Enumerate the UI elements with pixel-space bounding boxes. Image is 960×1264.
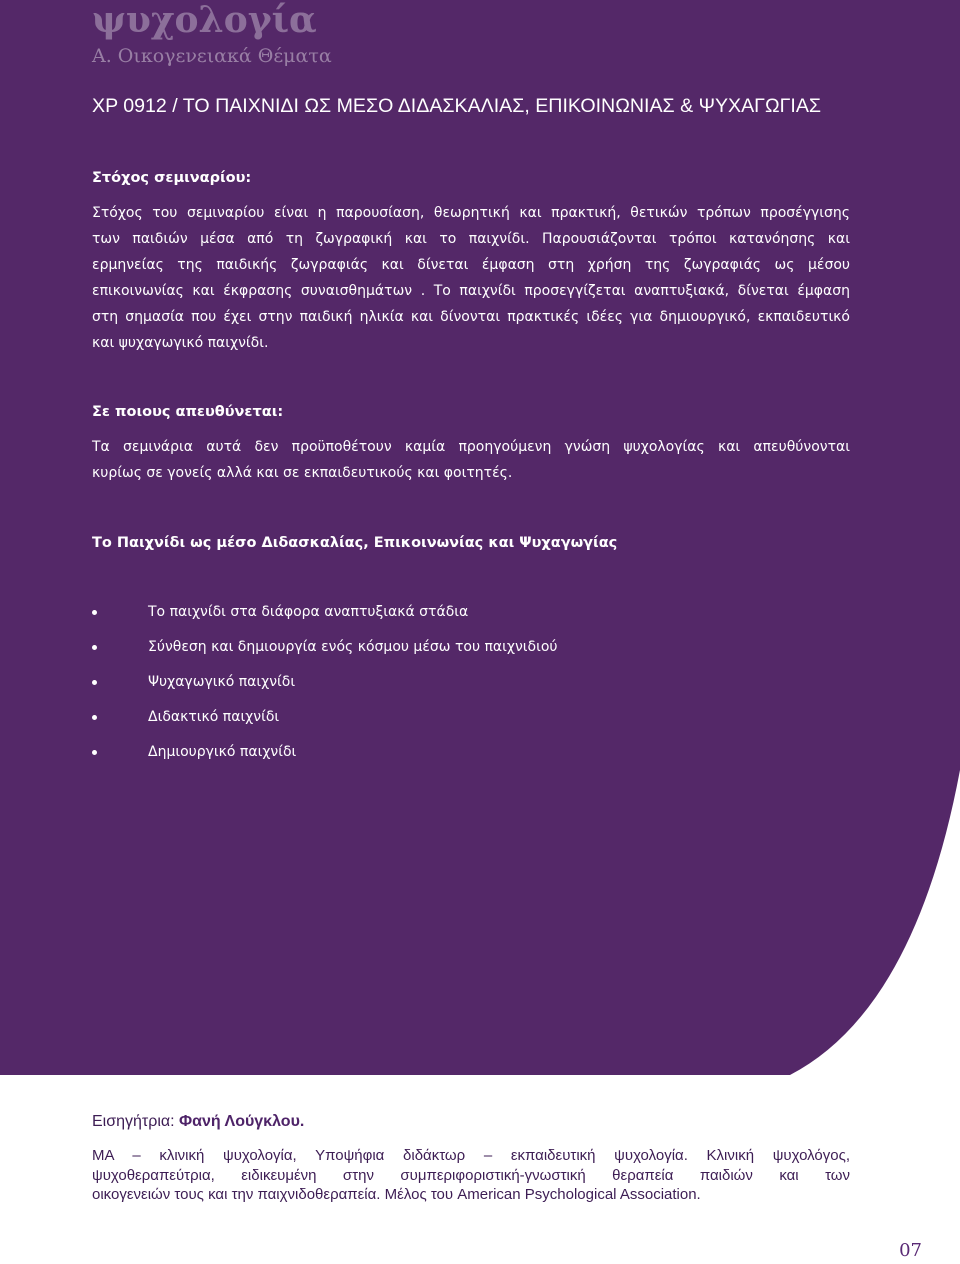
bullet-icon [92,645,97,650]
goal-line: των παιδιών μέσα από τη ζωγραφική και το παιχνίδι. Παρουσιάζονται τρόποι κατανόησης και [92,231,850,247]
audience-heading: Σε ποιους απευθύνεται: [92,404,284,420]
audience-line: Τα σεμινάρια αυτά δεν προϋποθέτουν καμία προηγούμενη γνώση ψυχολογίας και απευθύνονται [92,439,850,455]
category-title: ψυχολογία [92,0,317,41]
goal-line: Στόχος του σεμιναρίου είναι η παρουσίαση, θεωρητική και πρακτική, θετικών τρόπων προσέγγισης [92,205,850,221]
list-item-text: Σύνθεση και δημιουργία ενός κόσμου μέσω του παιχνιδιού [148,639,558,655]
list-item-text: Διδακτικό παιχνίδι [148,709,280,725]
goal-line: ερμηνείας της παιδικής ζωγραφιάς και δίνεται έμφαση στη χρήση της ζωγραφιάς ως μέσου [92,257,850,273]
page-number: 07 [899,1240,922,1261]
bullet-icon [92,750,97,755]
bullet-icon [92,715,97,720]
goal-paragraph [92,200,850,356]
goal-heading: Στόχος σεμιναρίου: [92,170,252,186]
category-subtitle: Α. Οικογενειακά Θέματα [92,45,332,67]
page-title: ΧΡ 0912 / ΤΟ ΠΑΙΧΝΙΔΙ ΩΣ ΜΕΣΟ ΔΙΔΑΣΚΑΛΙΑΣ, ΕΠΙΚΟΙΝΩΝΙΑΣ & ΨΥΧΑΓΩΓΙΑΣ [92,95,822,117]
list-item-text: Το παιχνίδι στα διάφορα αναπτυξιακά στάδια [148,604,469,620]
lecturer-name: Φανή Λούγκλου. [179,1113,305,1130]
goal-line: και ψυχαγωγικό παιχνίδι. [92,335,269,351]
goal-line: επικοινωνίας και έκφρασης συναισθημάτων . Το παιχνίδι προσεγγίζεται αναπτυξιακά, δίνεται έμφαση [92,283,850,299]
bio-line: MA – κλινική ψυχολογία, Υποψήφια διδάκτωρ – εκπαιδευτική ψυχολογία. Κλινική ψυχολόγος, [92,1147,850,1164]
list-item-text: Δημιουργικό παιχνίδι [148,744,297,760]
audience-line: κυρίως σε γονείς αλλά και σε εκπαιδευτικούς και φοιτητές. [92,465,513,481]
topics-heading: Το Παιχνίδι ως μέσο Διδασκαλίας, Επικοινωνίας και Ψυχαγωγίας [92,535,618,551]
bullet-icon [92,610,97,615]
bio-line: οικογενειών τους και την παιχνιδοθεραπεία. Μέλος του American Psychological Association. [92,1186,701,1203]
bullet-icon [92,680,97,685]
list-item-text: Ψυχαγωγικό παιχνίδι [148,674,296,690]
audience-paragraph [92,434,850,486]
lecturer-bio [92,1146,850,1205]
goal-line: στη σημασία που έχει στην παιδική ηλικία και δίνονται πρακτικές ιδέες για δημιουργικό, εκπαιδευτικό [92,309,850,325]
bio-line: ψυχοθεραπεύτρια, ειδικευμένη στην συμπεριφοριστική-γνωστική θεραπεία παιδιών και των [92,1166,850,1184]
lecturer-label: Εισηγήτρια: [92,1113,175,1130]
lecturer-line [92,1110,304,1134]
